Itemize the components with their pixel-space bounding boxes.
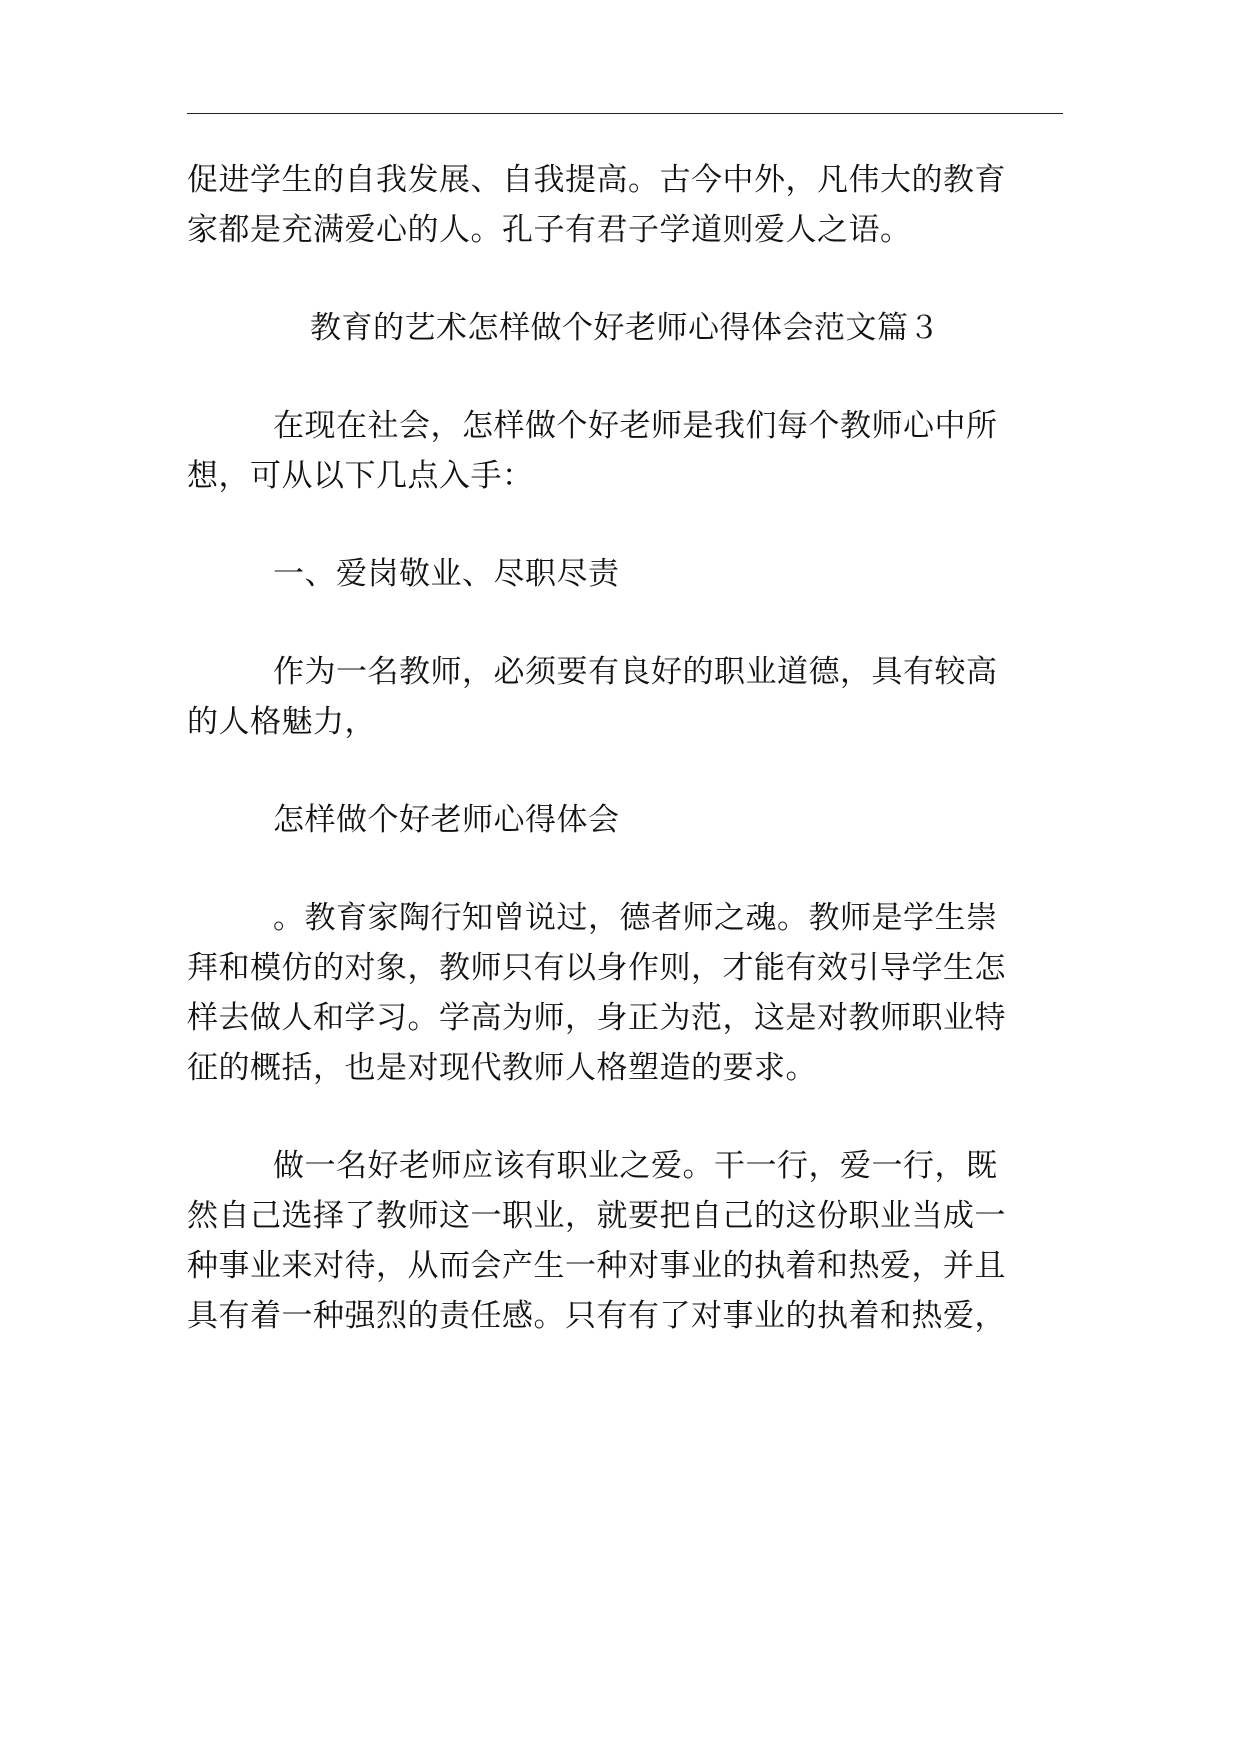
section-title-1 [187, 549, 1063, 599]
text-line: 一、爱岗敬业、尽职尽责 [273, 556, 620, 592]
heading-text: 教育的艺术怎样做个好老师心得体会范文篇３ [310, 310, 940, 346]
text-line: 。教育家陶行知曾说过，德者师之魂。教师是学生崇 [273, 900, 998, 936]
text-line: 种事业来对待，从而会产生一种对事业的执着和热爱，并且 [187, 1248, 1006, 1284]
paragraph-love [187, 1141, 1063, 1341]
text-line: 促进学生的自我发展、自我提高。古今中外，凡伟大的教育 [187, 162, 1006, 198]
text-line: 怎样做个好老师心得体会 [273, 802, 620, 838]
text-line: 的人格魅力， [187, 704, 376, 740]
section-heading [187, 303, 1063, 353]
text-line: 做一名好老师应该有职业之爱。干一行，爱一行，既 [273, 1148, 998, 1184]
text-line: 想，可从以下几点入手： [187, 458, 534, 494]
text-line: 征的概括，也是对现代教师人格塑造的要求。 [187, 1050, 817, 1086]
text-line: 在现在社会，怎样做个好老师是我们每个教师心中所 [273, 408, 998, 444]
subheading [187, 795, 1063, 845]
text-line: 作为一名教师，必须要有良好的职业道德，具有较高 [273, 654, 998, 690]
text-line: 具有着一种强烈的责任感。只有有了对事业的执着和热爱， [187, 1298, 1006, 1334]
document-body [187, 155, 1063, 1341]
header-rule [187, 113, 1063, 114]
text-line: 然自己选择了教师这一职业，就要把自己的这份职业当成一 [187, 1198, 1006, 1234]
paragraph-tao [187, 893, 1063, 1093]
paragraph-opening [187, 401, 1063, 501]
text-line: 家都是充满爱心的人。孔子有君子学道则爱人之语。 [187, 212, 912, 248]
text-line: 样去做人和学习。学高为师，身正为范，这是对教师职业特 [187, 1000, 1006, 1036]
paragraph-ethics [187, 647, 1063, 747]
text-line: 拜和模仿的对象，教师只有以身作则，才能有效引导学生怎 [187, 950, 1006, 986]
paragraph-intro [187, 155, 1063, 255]
